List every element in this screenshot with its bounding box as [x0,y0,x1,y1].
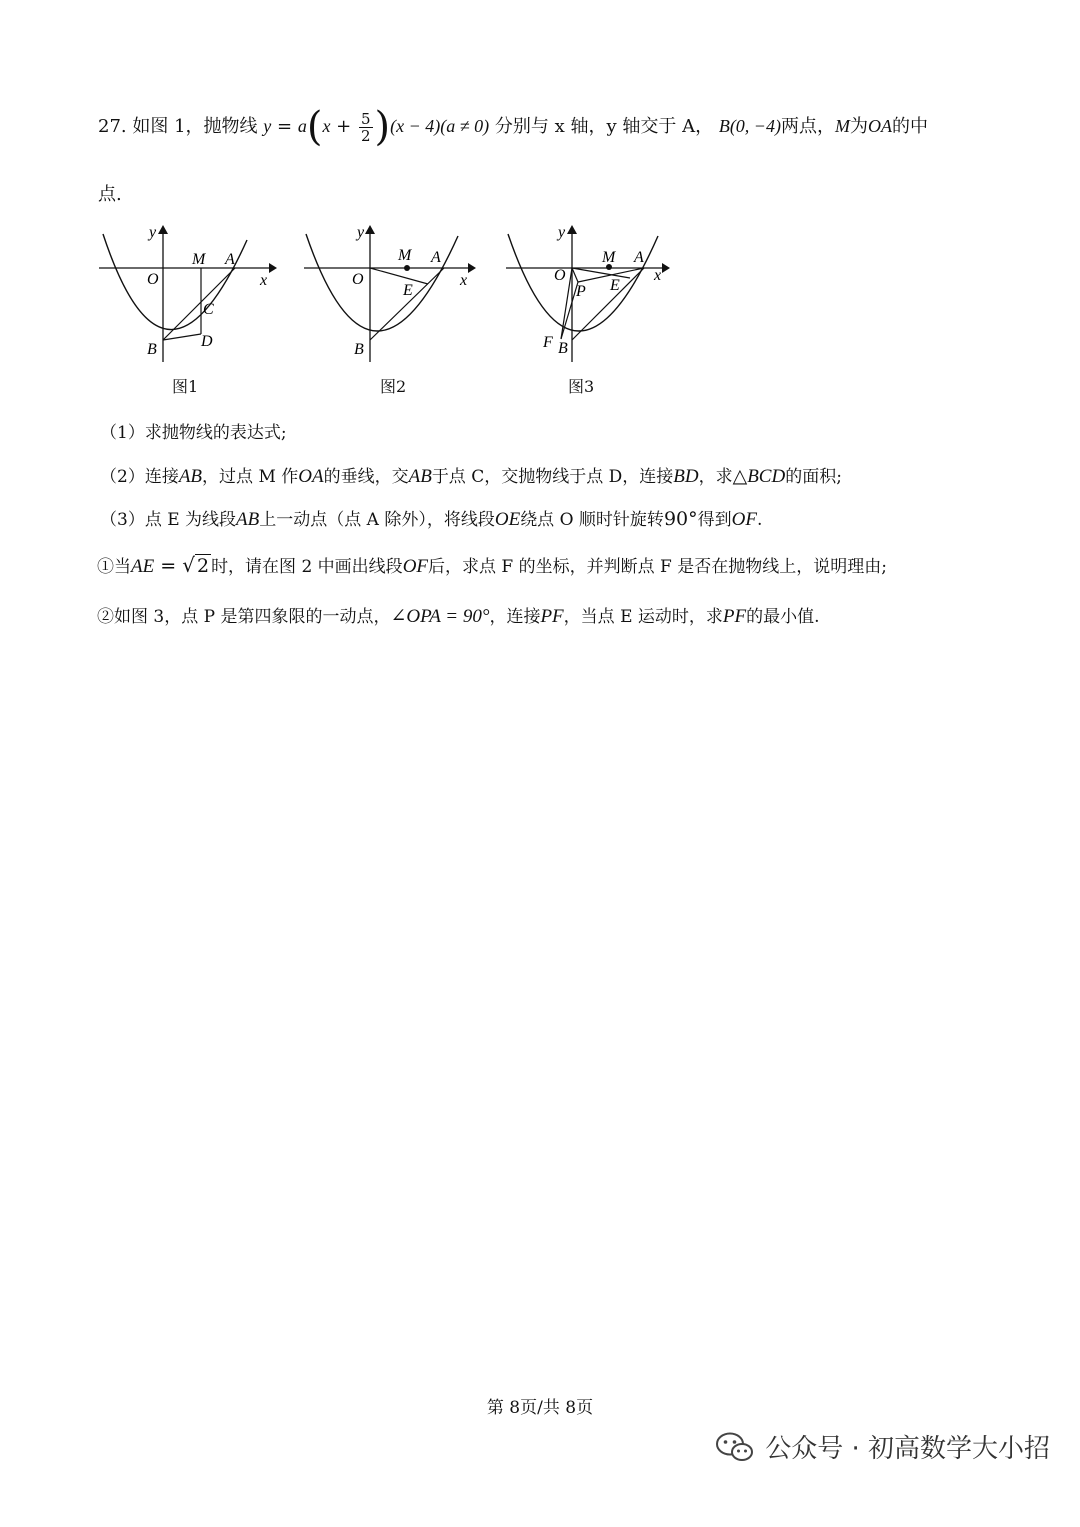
label-y: y [558,224,566,241]
x-axis-arrow [662,263,670,273]
label-E: E [610,277,620,294]
label-M: M [398,247,412,264]
question-1: （1）求抛物线的表达式; [100,423,287,443]
fn-condition: (a ≠ 0) [440,116,490,136]
y-axis-arrow [158,225,168,234]
label-y: y [357,224,365,241]
segment-OF: OF [402,556,429,577]
figure-1-caption: 图1 [172,377,199,396]
problem-intro-d: 为 [849,116,868,137]
fn-eq: = [271,116,298,137]
segment-OE: OE [494,509,521,530]
angle-90: 90° [663,508,698,530]
segment-AB: AB [178,466,203,487]
segment-OP [572,268,578,282]
label-A: A [225,251,235,268]
label-O: O [352,271,364,288]
label-B: B [558,340,568,357]
segment-PF-2: PF [722,606,747,627]
fn-factor: (x − 4) [390,116,441,136]
problem-intro-b: 分别与 x 轴，y 轴交于 A， [494,116,714,137]
page-number: 第 8页/共 8页 [486,1398,594,1418]
parabola [103,234,247,330]
fn-y: y [263,116,272,136]
x-axis-arrow [269,263,277,273]
label-y: y [149,224,157,241]
segment-AB: AB [236,509,260,530]
label-D: D [201,333,213,350]
fraction-5-2: $\frac{5}{2}$ [360,109,371,145]
question-3: （3）点 E 为线段AB上一动点（点 A 除外），将线段OE绕点 O 顺时针旋转90°得到OF. [100,508,763,530]
segment-PF: PF [540,606,564,627]
segment-AB [572,268,644,340]
fn-a: a [297,116,307,136]
label-x: x [460,272,468,289]
question-2: （2）连接AB，过点 M 作OA的垂线，交AB于点 C，交抛物线于点 D，连接BD，求△BCD的面积; [100,466,842,487]
label-A: A [634,249,644,266]
label-C: C [203,301,214,318]
label-P: P [576,283,586,300]
label-E: E [403,282,413,299]
question-3-2: ②如图 3，点 P 是第四象限的一动点，∠OPA = 90°，连接PF，当点 E 运动时，求PF的最小值. [97,606,820,627]
watermark [715,1428,1050,1465]
label-M: M [602,249,616,266]
x-axis-arrow [468,263,476,273]
sqrt-2: √ 2 [182,553,210,577]
label-M: M [192,251,206,268]
segment-OF: OF [731,509,757,530]
y-axis-arrow [567,225,577,234]
watermark-text: 公众号 · 初高数学大小招 [765,1434,1050,1464]
label-x: x [260,272,268,289]
wechat-icon [715,1431,755,1463]
label-A: A [431,249,441,266]
angle-OPA: ∠OPA = 90° [390,606,490,627]
problem-line-1: 27. 如图 1，抛物线 y = a(x + $\frac{5}{2}$ )(x − 4)(a ≠ 0) 分别与 x 轴，y 轴交于 A， B(0, −4)两点，M为OA的中 [98,104,928,150]
segment-OE [370,268,428,284]
label-O: O [554,267,566,284]
label-F: F [543,334,553,351]
problem-line-2: 点. [98,184,122,205]
problem-intro-c: 两点， [780,116,835,137]
point-M-dot [404,265,410,271]
segment-BD: BD [673,466,699,487]
figure-3 [502,222,692,364]
label-O: O [147,271,159,288]
triangle-BCD: △BCD [732,466,786,487]
figure-2 [300,222,490,364]
problem-intro-e: 的中 [891,116,928,137]
point-B-coord: (0, −4) [729,116,781,136]
label-B: B [147,341,157,358]
label-x: x [654,267,662,284]
point-B: B [718,116,730,136]
segment-AB-2: AB [408,466,432,487]
segment-AE: AE [131,556,155,577]
segment-OA: OA [867,116,892,136]
segment-AB [163,268,235,340]
figure-3-caption: 图3 [568,377,595,396]
segment-OA: OA [298,466,324,487]
question-3-1: ①当AE = √ 2 时，请在图 2 中画出线段OF后，求点 F 的坐标，并判断点 F 是否在抛物线上，说明理由; [97,553,887,577]
problem-number: 27. [98,116,127,137]
figure-1 [95,222,285,364]
label-B: B [354,341,364,358]
fn-plus: + [330,116,357,137]
problem-intro: 如图 1，抛物线 [132,116,258,137]
figure-2-caption: 图2 [380,377,407,396]
fn-x: x [322,116,331,136]
y-axis-arrow [365,225,375,234]
point-M: M [834,116,850,136]
